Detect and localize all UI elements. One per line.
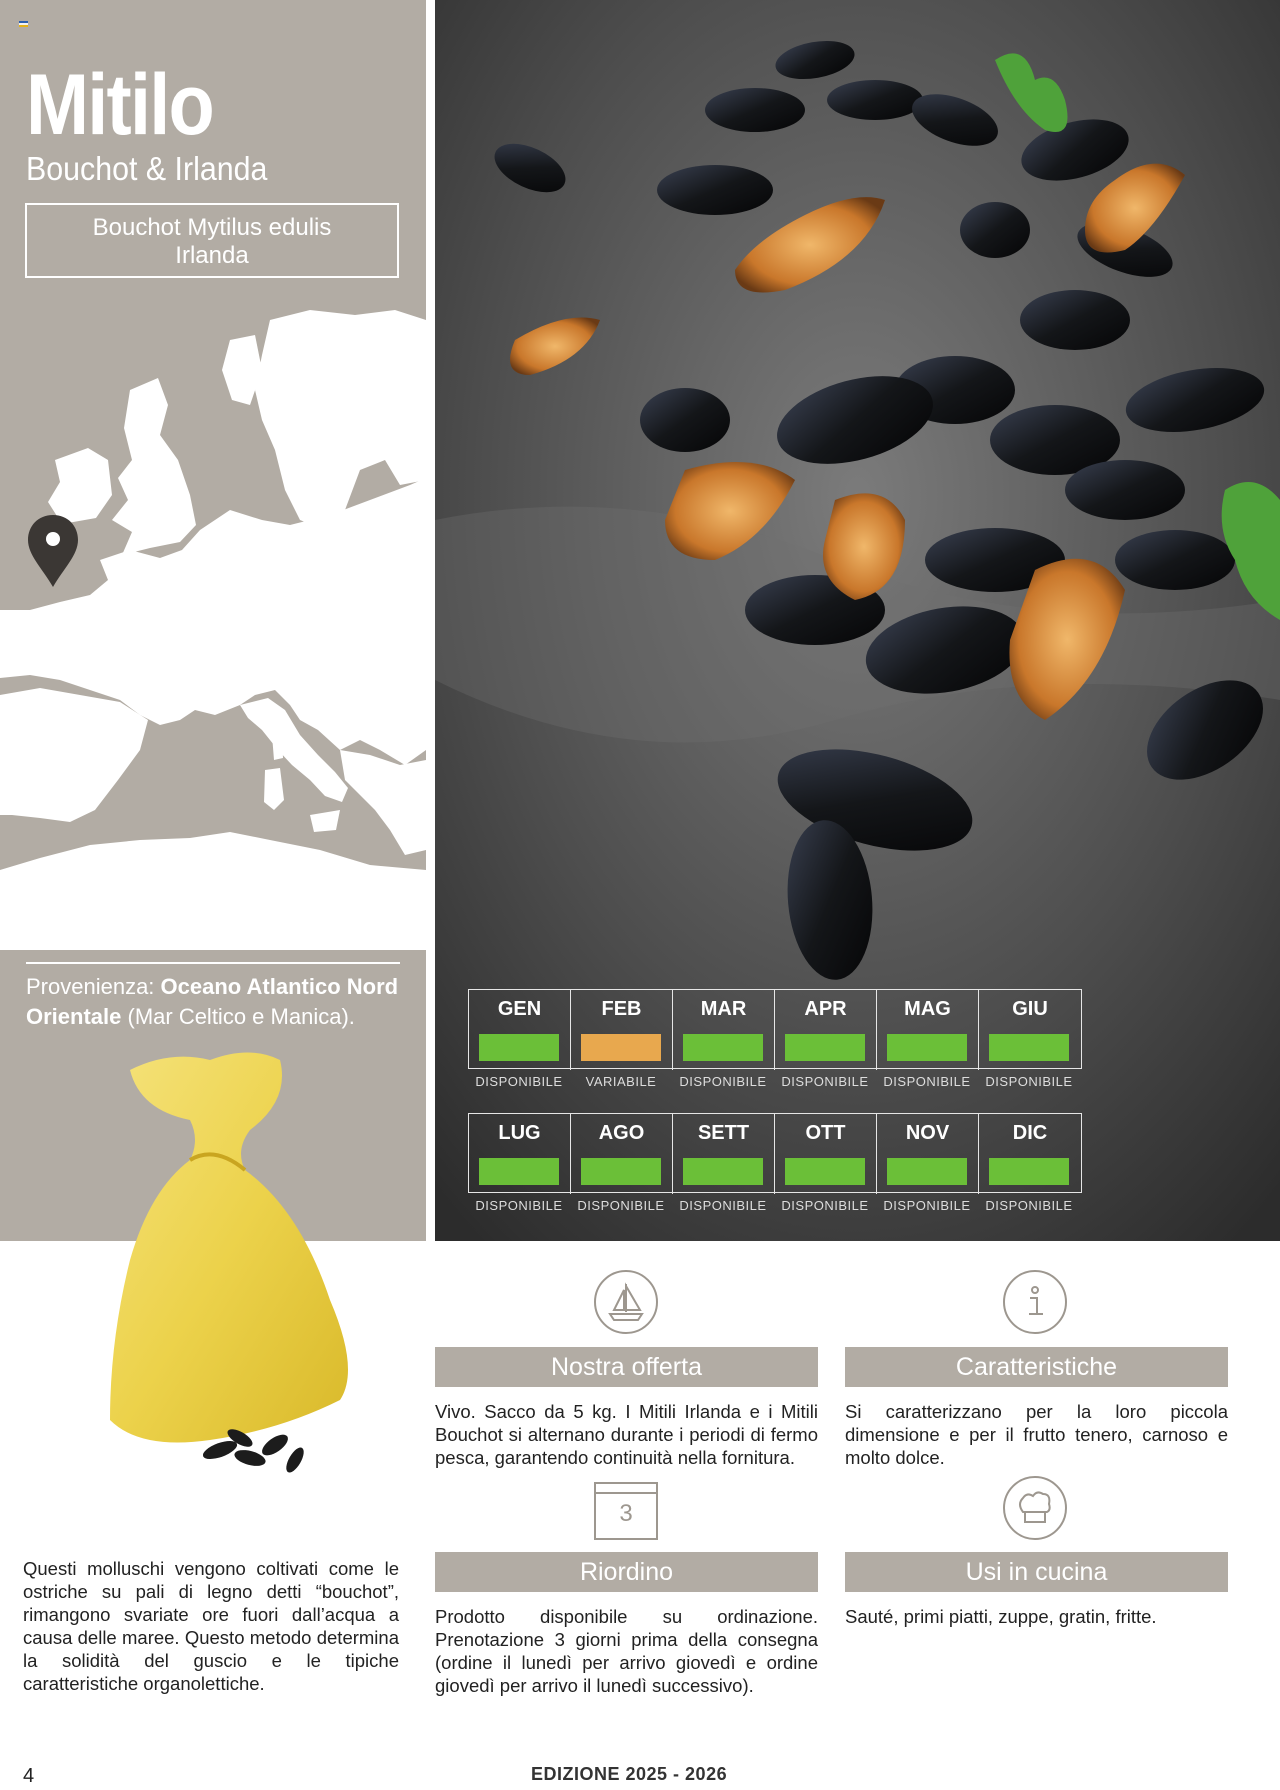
italy-flag-icon: [19, 21, 28, 27]
calendar-icon: [594, 1482, 658, 1540]
month-status: DISPONIBILE: [577, 1198, 665, 1213]
availability-bar: [887, 1158, 967, 1185]
month-cell: [673, 990, 775, 1070]
availability-bar: [683, 1158, 763, 1185]
month-label: SETT: [697, 1122, 750, 1144]
month-status: DISPONIBILE: [883, 1074, 971, 1089]
card-title-kitchen: Usi in cucina: [845, 1552, 1228, 1592]
month-label: FEB: [601, 998, 642, 1020]
origin-detail: (Mar Celtico e Manica).: [121, 1004, 355, 1029]
month-cell: [571, 1114, 673, 1194]
card-title-offer: Nostra offerta: [435, 1347, 818, 1387]
species-box: [25, 203, 399, 278]
month-cell: [775, 1114, 877, 1194]
availability-bar: [581, 1034, 661, 1061]
page-number: 4: [23, 1765, 35, 1787]
month-cell: [877, 990, 979, 1070]
month-cell: [979, 1114, 1081, 1194]
card-text-reorder: Prodotto disponibile su ordinazione. Prenotazione 3 giorni prima della consegna (ordine il lunedì per arrivo giovedì e ordine giovedì per arrivo il lunedì successivo).: [435, 1606, 818, 1696]
month-status: VARIABILE: [585, 1074, 657, 1089]
month-cell: [571, 990, 673, 1070]
location-pin-icon: [28, 515, 78, 587]
month-cell: [469, 990, 571, 1070]
month-cell: [775, 990, 877, 1070]
month-label: AGO: [598, 1122, 645, 1144]
sailboat-icon: [594, 1270, 658, 1334]
month-label: GIU: [1012, 998, 1048, 1020]
month-cell: [877, 1114, 979, 1194]
origin-place: Oceano Atlantico Nord Orientale: [26, 974, 399, 1029]
month-status: DISPONIBILE: [475, 1074, 563, 1089]
edition-label: EDIZIONE 2025 - 2026: [531, 1764, 728, 1784]
calendar-day: 3: [619, 1500, 633, 1527]
month-label: GEN: [497, 998, 542, 1020]
month-cell: [979, 990, 1081, 1070]
availability-bar: [785, 1158, 865, 1185]
month-cell: [469, 1114, 571, 1194]
card-text-kitchen: Sauté, primi piatti, zuppe, gratin, fritte.: [845, 1606, 1157, 1627]
chef-hat-icon: [1003, 1476, 1067, 1540]
card-title-features: Caratteristiche: [845, 1347, 1228, 1387]
month-label: OTT: [805, 1122, 846, 1144]
month-status: DISPONIBILE: [679, 1074, 767, 1089]
month-status: DISPONIBILE: [985, 1074, 1073, 1089]
availability-bar: [479, 1158, 559, 1185]
availability-bar: [989, 1034, 1069, 1061]
species-name: Bouchot Mytilus edulis: [92, 214, 332, 241]
mussel-sack-image: [50, 1040, 370, 1490]
month-label: DIC: [1012, 1122, 1048, 1144]
month-label: MAR: [700, 998, 747, 1020]
month-label: NOV: [905, 1122, 950, 1144]
card-text-features: Si caratterizzano per la loro piccola dimensione e per il frutto tenero, carnoso e molto dolce.: [845, 1401, 1228, 1468]
month-label: LUG: [498, 1122, 541, 1144]
month-label: APR: [804, 998, 847, 1020]
month-status: DISPONIBILE: [781, 1198, 869, 1213]
card-text-offer: Vivo. Sacco da 5 kg. I Mitili Irlanda e i Mitili Bouchot si alternano durante i periodi di fermo pesca, garantendo continuità nella fornitura.: [435, 1401, 818, 1468]
month-status: DISPONIBILE: [883, 1198, 971, 1213]
origin-text: [26, 972, 416, 1032]
month-status: DISPONIBILE: [781, 1074, 869, 1089]
info-icon: [1003, 1270, 1067, 1334]
availability-bar: [989, 1158, 1069, 1185]
origin-label: Provenienza:: [26, 974, 161, 999]
page-title: Mitilo: [26, 57, 213, 153]
month-status: DISPONIBILE: [985, 1198, 1073, 1213]
availability-bar: [479, 1034, 559, 1061]
availability-bar: [581, 1158, 661, 1185]
species-origin: Irlanda: [175, 242, 249, 269]
availability-bar: [785, 1034, 865, 1061]
divider: [26, 962, 400, 964]
month-status: DISPONIBILE: [475, 1198, 563, 1213]
availability-bar: [887, 1034, 967, 1061]
availability-bar: [683, 1034, 763, 1061]
month-cell: [673, 1114, 775, 1194]
month-label: MAG: [904, 998, 951, 1020]
page-subtitle: Bouchot & Irlanda: [26, 150, 268, 187]
card-title-reorder: Riordino: [435, 1552, 818, 1592]
product-description: Questi molluschi vengono coltivati come le ostriche su pali di legno detti “bouchot”, rimangono svariate ore fuori dall’acqua a causa delle maree. Questo metodo determina la solidità del guscio e le tipiche caratteristiche organolettiche.: [23, 1558, 399, 1694]
europe-map: [0, 310, 426, 950]
month-status: DISPONIBILE: [679, 1198, 767, 1213]
